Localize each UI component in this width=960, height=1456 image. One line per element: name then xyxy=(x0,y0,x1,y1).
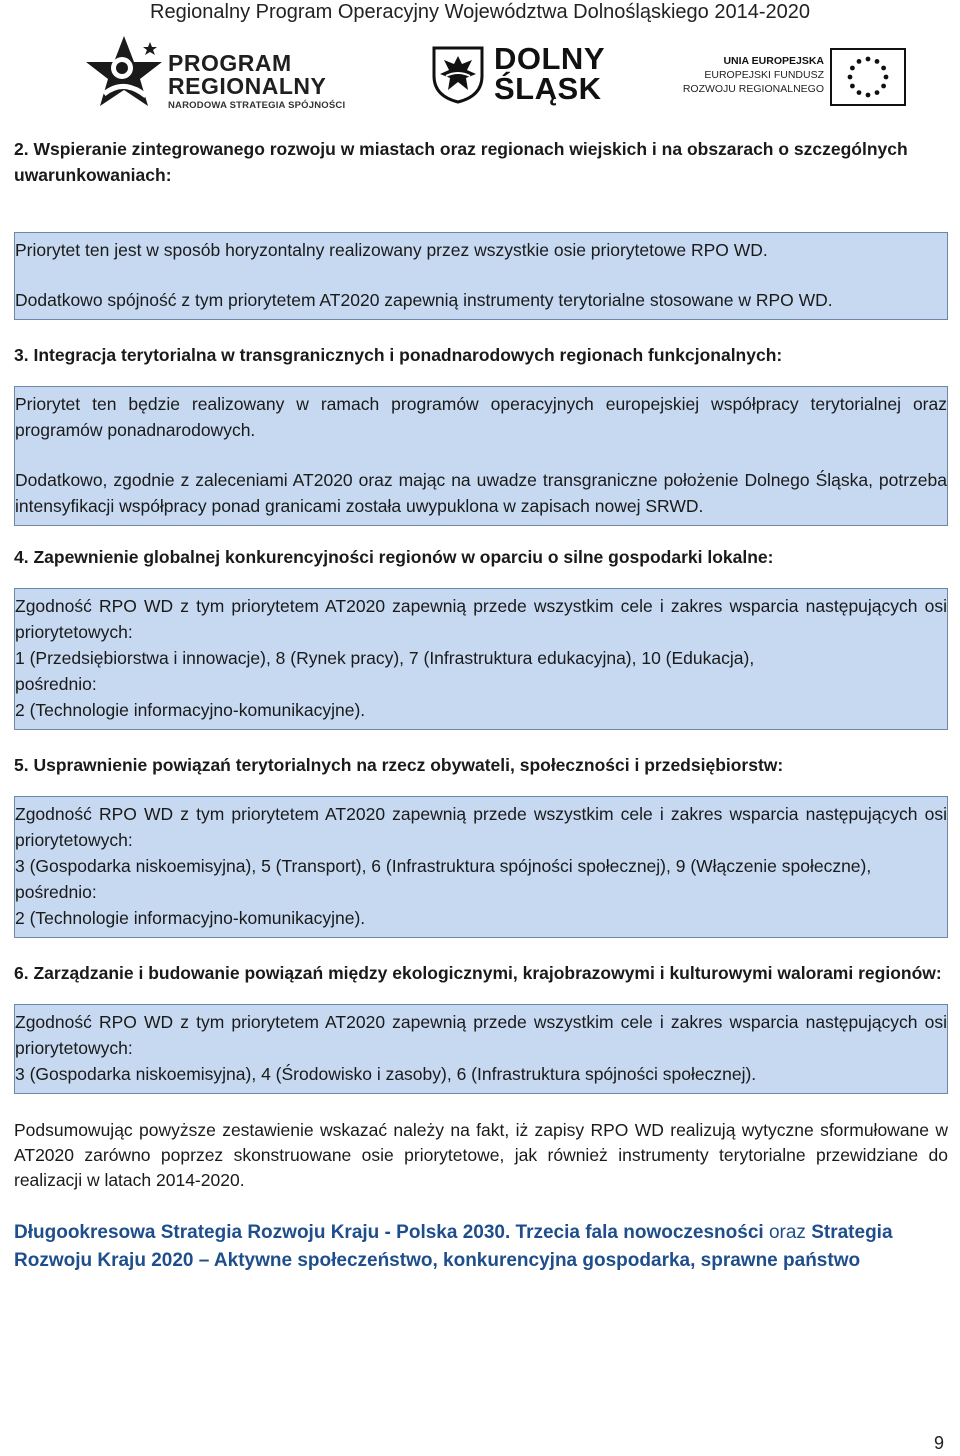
logo-text-line: UNIA EUROPEJSKA xyxy=(723,55,824,67)
section-3-box xyxy=(14,386,948,526)
section-4-intro: Zgodność RPO WD z tym priorytetem AT2020 zapewnią przede wszystkim cele i zakres wsparcia następujących osi priorytetowych: xyxy=(15,596,947,642)
section-4-heading: 4. Zapewnienie globalnej konkurencyjności regionów w oparciu o silne gospodarki lokalne: xyxy=(14,547,774,567)
eagle-shield-icon xyxy=(432,46,484,104)
dolny-slask-logo xyxy=(494,41,614,106)
section-4-indirect-label: pośrednio: xyxy=(15,674,97,694)
logo-text-line: NARODOWA STRATEGIA SPÓJNOŚCI xyxy=(168,100,346,111)
logo-bar xyxy=(0,34,960,114)
section-5-indirect-axes: 2 (Technologie informacyjno-komunikacyjne). xyxy=(15,908,366,928)
section-2-box xyxy=(14,232,948,320)
section-3-paragraph: Dodatkowo, zgodnie z zaleceniami AT2020 oraz mając na uwadze transgraniczne położenie Dolnego Śląska, potrzeba intensyfikacji współpracy ponad granicami została uwypuklona w zapisach nowej SRWD. xyxy=(15,470,947,516)
section-3-paragraph: Priorytet ten będzie realizowany w ramach programów operacyjnych europejskiej współpracy terytorialnej oraz programów ponadnarodowych. xyxy=(15,394,947,440)
strategy-heading-part: Długookresowa Strategia Rozwoju Kraju - Polska 2030. Trzecia fala nowoczesności xyxy=(14,1222,764,1243)
section-2-paragraph: Dodatkowo spójność z tym priorytetem AT2020 zapewnią instrumenty terytorialne stosowane w RPO WD. xyxy=(15,290,833,310)
section-5-heading: 5. Usprawnienie powiązań terytorialnych na rzecz obywateli, społeczności i przedsiębiorstw: xyxy=(14,755,784,775)
section-5-box xyxy=(14,796,948,938)
section-6-intro: Zgodność RPO WD z tym priorytetem AT2020 zapewnią przede wszystkim cele i zakres wsparcia następujących osi priorytetowych: xyxy=(15,1012,947,1058)
logo-text-line: ROZWOJU REGIONALNEGO xyxy=(682,83,824,95)
section-4-box xyxy=(14,588,948,730)
strategy-heading-connector: oraz xyxy=(763,1222,812,1243)
eu-flag-icon xyxy=(830,48,906,106)
section-5-intro: Zgodność RPO WD z tym priorytetem AT2020 zapewnią przede wszystkim cele i zakres wsparcia następujących osi priorytetowych: xyxy=(15,804,947,850)
section-4-direct-axes: 1 (Przedsiębiorstwa i innowacje), 8 (Rynek pracy), 7 (Infrastruktura edukacyjna), 10 (Edukacja), xyxy=(15,648,755,668)
running-header: Regionalny Program Operacyjny Województwa Dolnośląskiego 2014-2020 xyxy=(150,1,810,23)
logo-text-line: EUROPEJSKI FUNDUSZ xyxy=(704,69,824,81)
strategy-heading xyxy=(14,1219,948,1275)
strategy-heading-part: Strategia Rozwoju Kraju 2020 – Aktywne społeczeństwo, konkurencyjna gospodarka, sprawne państwo xyxy=(14,1222,893,1271)
section-6-direct-axes: 3 (Gospodarka niskoemisyjna), 4 (Środowisko i zasoby), 6 (Infrastruktura spójności społecznej). xyxy=(15,1064,757,1084)
section-6-box xyxy=(14,1004,948,1094)
conclusion-paragraph: Podsumowując powyższe zestawienie wskazać należy na fakt, iż zapisy RPO WD realizują wytyczne sformułowane w AT2020 zarówno poprzez skonstruowane osie priorytetowe, jak również instrumenty terytorialne przewidziane do realizacji w latach 2014-2020. xyxy=(14,1120,948,1190)
section-6-heading: 6. Zarządzanie i budowanie powiązań między ekologicznymi, krajobrazowymi i kulturowymi walorami regionów: xyxy=(14,963,942,983)
logo-text-line: PROGRAM xyxy=(168,50,292,76)
logo-text-line: REGIONALNY xyxy=(168,73,327,99)
section-5-direct-axes: 3 (Gospodarka niskoemisyjna), 5 (Transport), 6 (Infrastruktura spójności społecznej), 9 (Włączenie społeczne), xyxy=(15,856,872,876)
star-figure-logo-icon xyxy=(84,34,164,110)
page-number: 9 xyxy=(933,1433,944,1453)
document-body xyxy=(14,132,948,1275)
logo-text-line: DOLNY xyxy=(494,41,605,76)
unia-europejska-logo xyxy=(674,54,824,96)
section-2-heading: 2. Wspieranie zintegrowanego rozwoju w miastach oraz regionach wiejskich i na obszarach o szczególnych uwarunkowaniach: xyxy=(14,139,908,185)
program-regionalny-logo xyxy=(168,52,368,111)
section-3-heading: 3. Integracja terytorialna w transgranicznych i ponadnarodowych regionach funkcjonalnych: xyxy=(14,345,783,365)
section-2-paragraph: Priorytet ten jest w sposób horyzontalny realizowany przez wszystkie osie priorytetowe RPO WD. xyxy=(15,240,768,260)
logo-text-line: ŚLĄSK xyxy=(494,71,602,106)
section-5-indirect-label: pośrednio: xyxy=(15,882,97,902)
section-4-indirect-axes: 2 (Technologie informacyjno-komunikacyjne). xyxy=(15,700,366,720)
